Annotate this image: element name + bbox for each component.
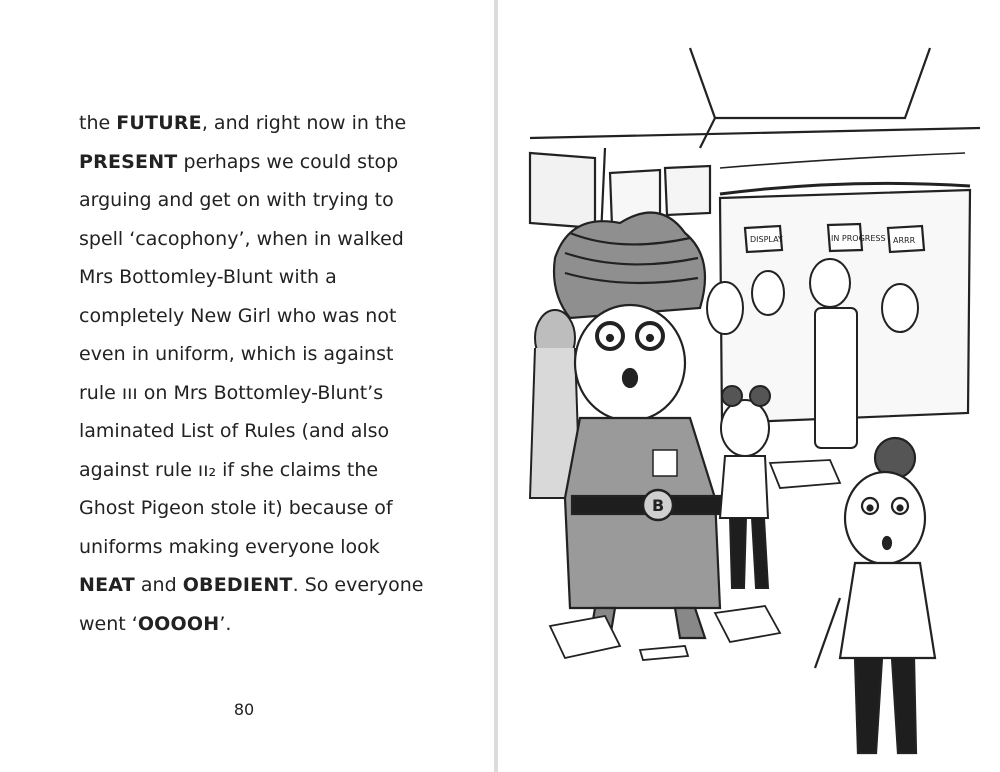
text-run: the <box>79 112 117 134</box>
emphasis-word: PRESENT <box>79 150 178 173</box>
emphasis-word: NEAT <box>79 574 135 596</box>
text-line <box>79 143 409 182</box>
sign-in-progress: IN PROGRESS <box>831 234 886 243</box>
sign-arrr: ARRR <box>893 236 916 245</box>
belt-buckle-letter: B <box>652 496 665 515</box>
left-page <box>0 0 494 772</box>
text-line: Mrs Bottomley-Blunt with a <box>79 266 337 288</box>
text-run: went ‘ <box>79 612 138 635</box>
classroom-illustration <box>510 18 988 758</box>
text-line: spell ‘cacophony’, when in walked <box>79 227 404 250</box>
text-line: laminated List of Rules (and also <box>79 420 390 442</box>
text-line: uniforms making everyone look <box>79 535 380 558</box>
text-line: completely New Girl who was not <box>79 304 397 327</box>
text-run: , and right now in the <box>201 112 407 134</box>
story-text <box>79 104 424 643</box>
emphasis-word: OOOOH <box>137 612 220 635</box>
emphasis-word: OBEDIENT <box>182 574 293 596</box>
text-line: Ghost Pigeon stole it) because of <box>79 497 393 519</box>
emphasis-word: FUTURE <box>116 112 202 134</box>
text-run: and <box>134 574 183 596</box>
text-run: perhaps we could stop <box>177 150 399 173</box>
text-run: . So everyone <box>292 574 424 596</box>
text-line: rule ııı on Mrs Bottomley-Blunt’s <box>79 381 384 404</box>
text-line <box>79 104 409 143</box>
text-line: against rule ıı₂ if she claims the <box>79 458 379 481</box>
text-line <box>79 605 409 644</box>
page-number: 80 <box>233 700 255 719</box>
sign-display: DISPLAY <box>750 235 783 244</box>
text-run: ’. <box>219 612 232 635</box>
right-page <box>498 0 1000 772</box>
text-line <box>79 566 424 605</box>
text-line: arguing and get on with trying to <box>79 189 394 211</box>
text-line: even in uniform, which is against <box>79 343 394 365</box>
